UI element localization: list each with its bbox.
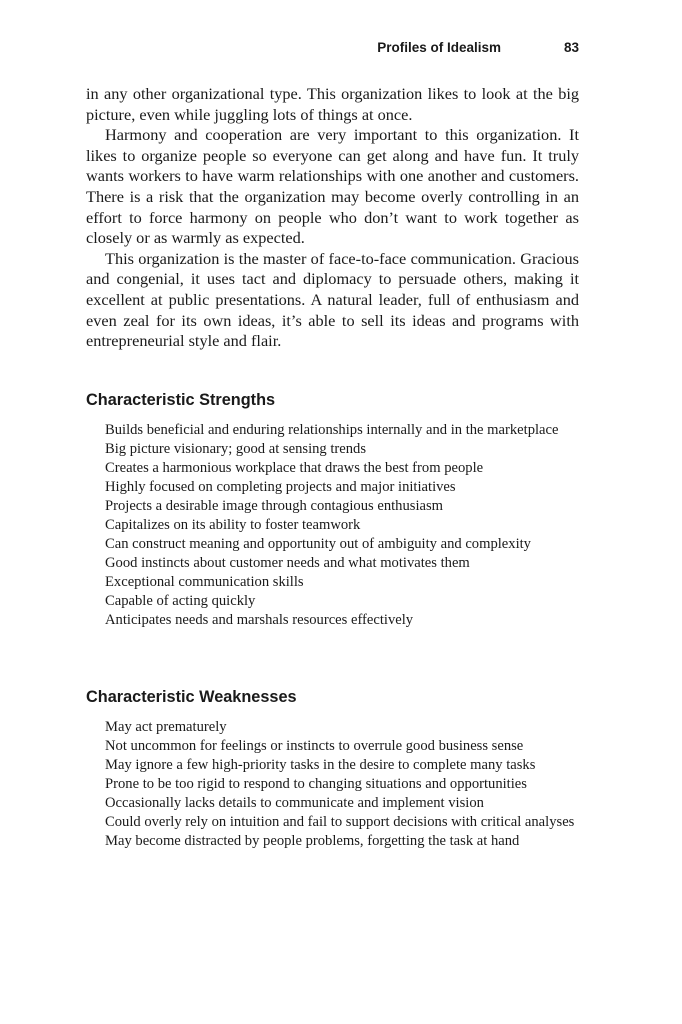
list-item: Anticipates needs and marshals resources effectively	[105, 612, 414, 628]
list-item: Can construct meaning and opportunity out of ambiguity and complexity	[105, 536, 531, 552]
list-item: Big picture visionary; good at sensing trends	[105, 441, 367, 457]
list-item: Occasionally lacks details to communicate and implement vision	[105, 795, 484, 811]
list-item: Prone to be too rigid to respond to changing situations and opportunities	[105, 776, 527, 792]
list-item: May act prematurely	[105, 719, 227, 735]
body-text	[86, 84, 579, 352]
paragraph: in any other organizational type. This organization likes to look at the big picture, even while juggling lots of things at once.	[86, 84, 579, 124]
list-item: Capable of acting quickly	[105, 593, 256, 609]
list-item: May become distracted by people problems, forgetting the task at hand	[105, 833, 520, 849]
paragraph: This organization is the master of face-to-face communication. Gracious and congenial, it uses tact and diplomacy to persuade others, making it excellent at public presentations. A natural leader, full of enthusiasm and even zeal for its own ideas, it’s able to sell its ideas and programs with entrepreneurial style and flair.	[86, 248, 579, 351]
list-item: Capitalizes on its ability to foster teamwork	[105, 517, 361, 533]
running-head	[86, 40, 579, 60]
strengths-list	[105, 421, 579, 630]
weaknesses-heading: Characteristic Weaknesses	[86, 688, 297, 706]
list-item: Could overly rely on intuition and fail to support decisions with critical analyses	[105, 814, 575, 830]
list-item: Highly focused on completing projects and major initiatives	[105, 479, 456, 495]
list-item: Not uncommon for feelings or instincts to overrule good business sense	[105, 738, 524, 754]
strengths-heading: Characteristic Strengths	[86, 391, 276, 409]
list-item: Exceptional communication skills	[105, 574, 304, 590]
list-item: Good instincts about customer needs and what motivates them	[105, 555, 470, 571]
running-title: Profiles of Idealism	[377, 40, 501, 55]
list-item: May ignore a few high-priority tasks in the desire to complete many tasks	[105, 757, 536, 773]
weaknesses-list	[105, 718, 579, 851]
list-item: Projects a desirable image through contagious enthusiasm	[105, 498, 444, 514]
paragraph: Harmony and cooperation are very important to this organization. It likes to organize people so everyone can get along and have fun. It truly wants workers to have warm relationships with one another and customers. There is a risk that the organization may become overly controlling in an effort to force harmony on people who don’t want to work together as closely or as warmly as expected.	[86, 125, 579, 248]
list-item: Builds beneficial and enduring relationships internally and in the marketplace	[105, 422, 559, 438]
list-item: Creates a harmonious workplace that draws the best from people	[105, 460, 484, 476]
page-number: 83	[563, 40, 579, 55]
